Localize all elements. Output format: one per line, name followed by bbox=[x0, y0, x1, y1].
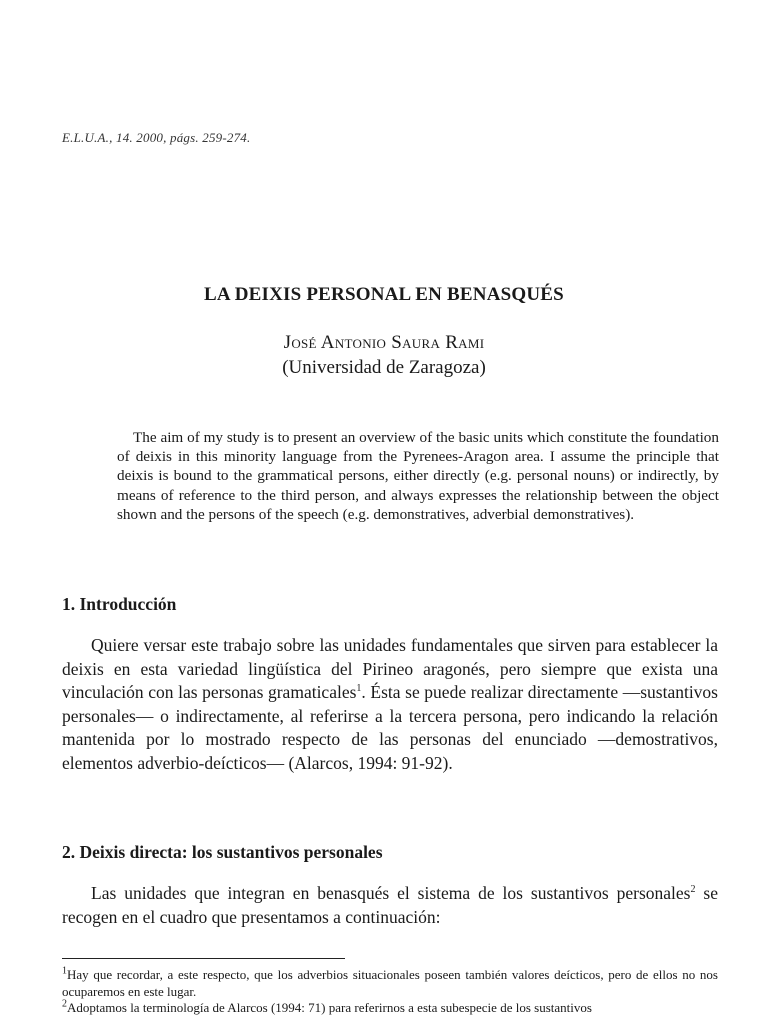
footnote bbox=[62, 967, 718, 1000]
footnote-text: Hay que recordar, a este respecto, que los adverbios situacionales poseen también valores deícticos, pero de ellos no nos ocuparemos en este lugar. bbox=[62, 967, 718, 999]
footnote bbox=[62, 1000, 718, 1017]
section-heading-introduccion: 1. Introducción bbox=[62, 594, 177, 614]
paragraph-text: Quiere versar este trabajo sobre las unidades fundamentales que sirven para establecer la deixis en esta variedad lingüística del Pirineo aragonés, pero siempre que exista una vinculación con las personas gramaticales bbox=[62, 635, 718, 703]
author-affiliation: (Universidad de Zaragoza) bbox=[282, 357, 486, 378]
footnote-mark: 2 bbox=[62, 998, 67, 1010]
footnote-text: Adoptamos la terminología de Alarcos (1994: 71) para referirnos a esta subespecie de los sustantivos bbox=[67, 1000, 592, 1015]
paragraph-text: . Ésta se puede realizar directamente —sustantivos personales— o indirectamente, al referirse a la tercera persona, pero indicando la relación mantenida por lo mostrado respecto de las personas del enunciado —demostrativos, elementos adverbio-deícticos— (Alarcos, 1994: 91-92). bbox=[62, 682, 718, 773]
author-name: José Antonio Saura Rami bbox=[283, 332, 485, 353]
paragraph-text: Las unidades que integran en benasqués el sistema de los sustantivos personales bbox=[91, 883, 691, 903]
footnote-ref: 1 bbox=[356, 683, 362, 695]
body-paragraph bbox=[62, 882, 718, 929]
footnote-divider bbox=[62, 958, 345, 959]
section-heading-deixis-directa: 2. Deixis directa: los sustantivos personales bbox=[62, 842, 383, 862]
footnote-mark: 1 bbox=[62, 965, 67, 977]
abstract: The aim of my study is to present an overview of the basic units which constitute the foundation of deixis in this minority language from the Pyrenees-Aragon area. I assume the principle that deixis is bound to the grammatical persons, either directly (e.g. personal nouns) or indirectly, by means of reference to the third person, and always expresses the relationship between the object shown and the persons of the speech (e.g. demonstratives, adverbial demonstratives). bbox=[117, 429, 719, 523]
body-paragraph bbox=[62, 634, 718, 776]
footnote-ref: 2 bbox=[690, 884, 696, 896]
journal-reference: E.L.U.A., 14. 2000, págs. 259-274. bbox=[62, 130, 251, 145]
article-title: LA DEIXIS PERSONAL EN BENASQUÉS bbox=[204, 284, 564, 305]
paragraph-text: se recogen en el cuadro que presentamos a continuación: bbox=[62, 883, 718, 927]
